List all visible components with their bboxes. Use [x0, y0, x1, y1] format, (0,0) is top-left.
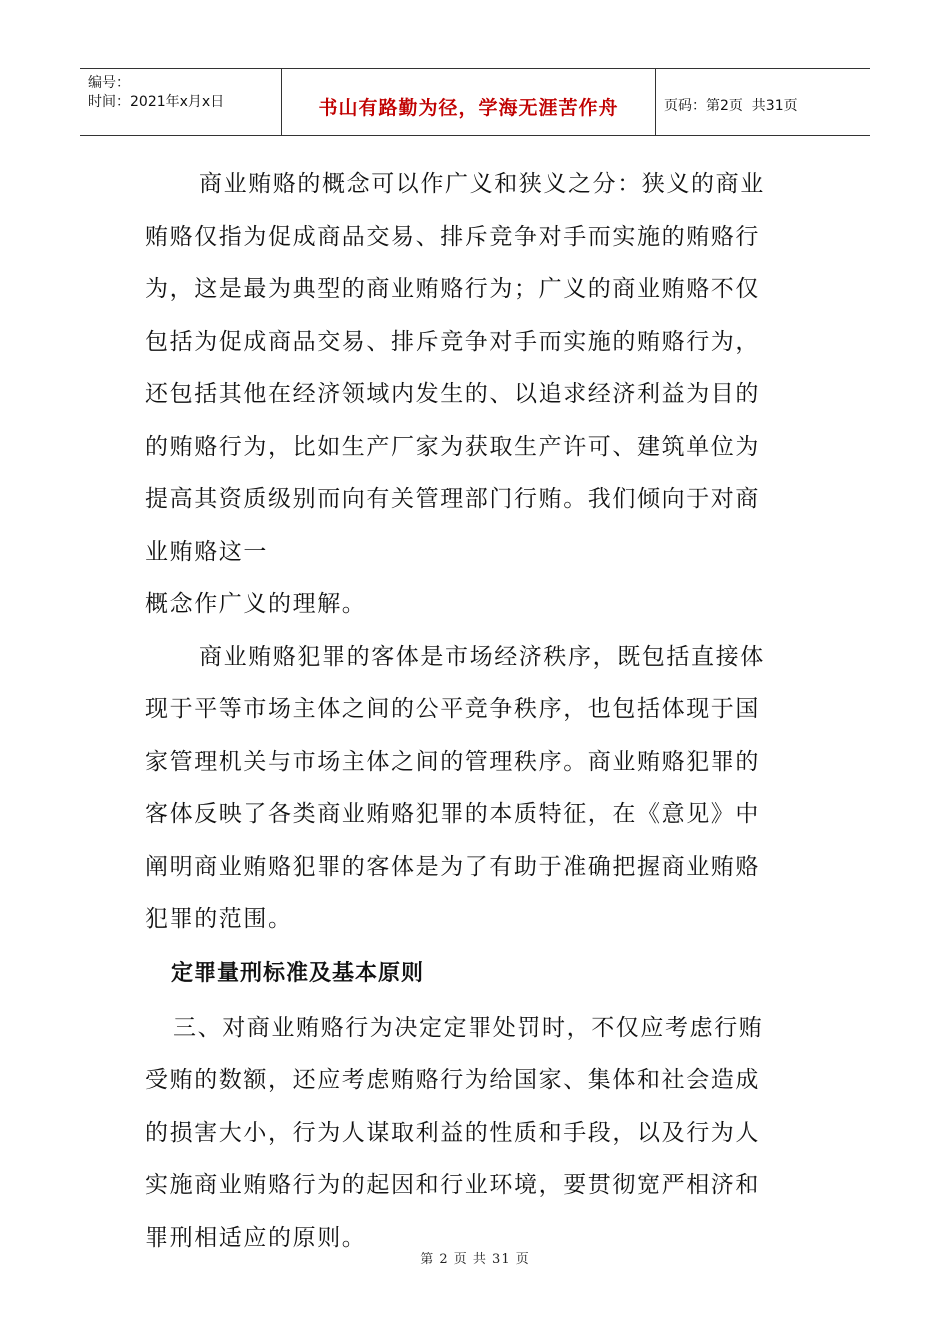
- document-number-label: 编号：: [88, 75, 130, 91]
- header-page-info: 页码：第2页 共31页: [664, 98, 798, 114]
- page-footer: 第 2 页 共 31 页: [420, 1252, 530, 1267]
- page-header: [80, 68, 870, 136]
- header-motto: 书山有路勤为径，学海无涯苦作舟: [318, 96, 619, 119]
- text-line: 犯罪的范围。: [145, 906, 293, 932]
- text-line: 还包括其他在经济领域内发生的、以追求经济利益为目的: [145, 381, 760, 407]
- text-line: 贿赂仅指为促成商品交易、排斥竞争对手而实施的贿赂行: [145, 223, 760, 250]
- text-line: 为，这是最为典型的商业贿赂行为；广义的商业贿赂不仅: [145, 276, 760, 302]
- text-line: 的贿赂行为，比如生产厂家为获取生产许可、建筑单位为: [145, 433, 760, 460]
- text-line: 包括为促成商品交易、排斥竞争对手而实施的贿赂行为，: [145, 328, 760, 355]
- section-heading: 定罪量刑标准及基本原则: [171, 960, 425, 986]
- text-line: 三、对商业贿赂行为决定定罪处罚时，不仅应考虑行贿: [173, 1014, 764, 1041]
- text-line: 商业贿赂的概念可以作广义和狭义之分：狭义的商业: [199, 171, 765, 197]
- text-line: 现于平等市场主体之间的公平竞争秩序，也包括体现于国: [145, 696, 760, 722]
- header-motto-cell: [282, 69, 656, 135]
- paragraph-sentencing-principle: [145, 1002, 810, 1265]
- text-line: 提高其资质级别而向有关管理部门行贿。我们倾向于对商: [145, 486, 760, 512]
- header-meta: [80, 69, 282, 135]
- text-line: 客体反映了各类商业贿赂犯罪的本质特征，在《意见》中: [145, 801, 760, 827]
- text-line: 商业贿赂犯罪的客体是市场经济秩序，既包括直接体: [199, 643, 765, 670]
- text-line: 家管理机关与市场主体之间的管理秩序。商业贿赂犯罪的: [145, 748, 760, 775]
- paragraph-commercial-bribery-concept: [145, 158, 810, 578]
- text-line: 阐明商业贿赂犯罪的客体是为了有助于准确把握商业贿赂: [145, 853, 760, 880]
- paragraph-broad-understanding: 概念作广义的理解。: [145, 591, 367, 617]
- text-line: 罪刑相适应的原则。: [145, 1224, 367, 1251]
- paragraph-crime-object: [145, 631, 810, 946]
- text-line: 业贿赂这一: [145, 538, 268, 565]
- text-line: 受贿的数额，还应考虑贿赂行为给国家、集体和社会造成: [145, 1067, 760, 1093]
- document-date: 时间：2021年x月x日: [88, 94, 225, 110]
- text-line: 实施商业贿赂行为的起因和行业环境，要贯彻宽严相济和: [145, 1172, 760, 1198]
- text-line: 的损害大小，行为人谋取利益的性质和手段，以及行为人: [145, 1119, 760, 1146]
- document-body: [145, 158, 810, 1264]
- header-page-info-cell: [656, 69, 870, 135]
